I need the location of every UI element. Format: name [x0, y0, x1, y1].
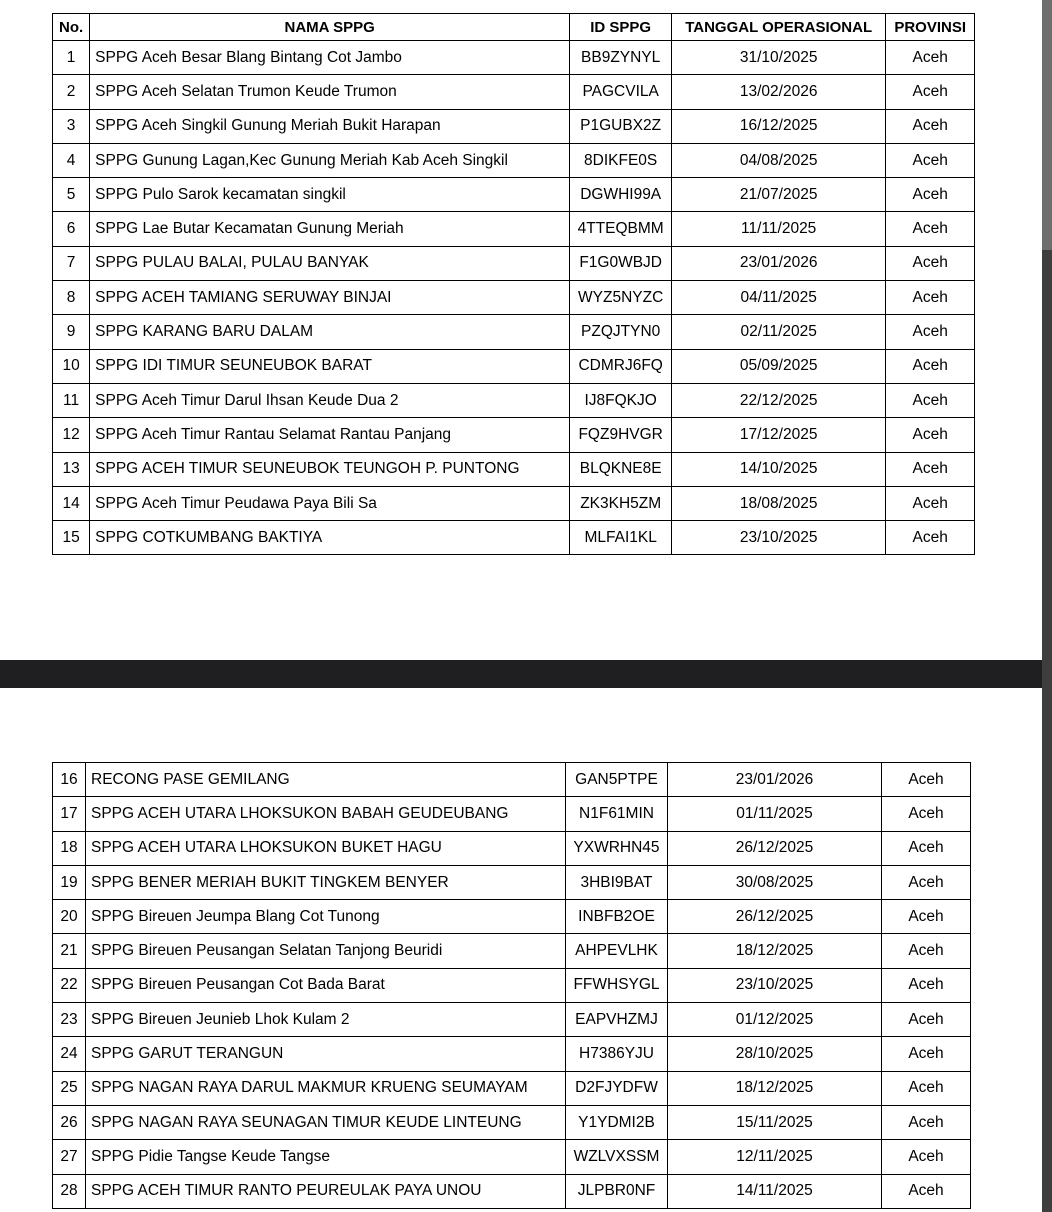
cell-tgl[interactable]: 02/11/2025	[672, 315, 886, 349]
cell-tgl[interactable]: 12/11/2025	[668, 1140, 882, 1174]
cell-tgl[interactable]: 01/11/2025	[668, 797, 882, 831]
cell-nama[interactable]: RECONG PASE GEMILANG	[86, 763, 566, 797]
cell-nama[interactable]: SPPG NAGAN RAYA DARUL MAKMUR KRUENG SEUMAYAM	[86, 1071, 566, 1105]
cell-nama[interactable]: SPPG GARUT TERANGUN	[86, 1037, 566, 1071]
cell-no[interactable]: 1	[53, 41, 90, 75]
cell-no[interactable]: 11	[53, 383, 90, 417]
cell-prov[interactable]: Aceh	[882, 831, 971, 865]
cell-id[interactable]: D2FJYDFW	[566, 1071, 668, 1105]
cell-id[interactable]: Y1YDMI2B	[566, 1105, 668, 1139]
cell-prov[interactable]: Aceh	[886, 452, 975, 486]
cell-tgl[interactable]: 16/12/2025	[672, 109, 886, 143]
cell-no[interactable]: 6	[53, 212, 90, 246]
table-row[interactable]	[53, 968, 971, 1002]
sppg-table-page-one[interactable]	[52, 13, 975, 555]
table-row[interactable]	[53, 349, 975, 383]
cell-prov[interactable]: Aceh	[886, 281, 975, 315]
cell-tgl[interactable]: 30/08/2025	[668, 865, 882, 899]
cell-nama[interactable]: SPPG Aceh Selatan Trumon Keude Trumon	[90, 75, 570, 109]
table-row[interactable]	[53, 934, 971, 968]
cell-id[interactable]: MLFAI1KL	[570, 521, 672, 555]
cell-nama[interactable]: SPPG Gunung Lagan,Kec Gunung Meriah Kab Aceh Singkil	[90, 143, 570, 177]
cell-nama[interactable]: SPPG COTKUMBANG BAKTIYA	[90, 521, 570, 555]
cell-nama[interactable]: SPPG Aceh Timur Peudawa Paya Bili Sa	[90, 486, 570, 520]
cell-nama[interactable]: SPPG Bireuen Peusangan Selatan Tanjong Beuridi	[86, 934, 566, 968]
sppg-table-page-two[interactable]	[52, 762, 971, 1209]
cell-tgl[interactable]: 18/12/2025	[668, 1071, 882, 1105]
cell-prov[interactable]: Aceh	[882, 1071, 971, 1105]
cell-tgl[interactable]: 17/12/2025	[672, 418, 886, 452]
cell-tgl[interactable]: 23/01/2026	[668, 763, 882, 797]
cell-id[interactable]: AHPEVLHK	[566, 934, 668, 968]
table-row[interactable]	[53, 1037, 971, 1071]
cell-prov[interactable]: Aceh	[882, 934, 971, 968]
cell-id[interactable]: ZK3KH5ZM	[570, 486, 672, 520]
cell-prov[interactable]: Aceh	[886, 383, 975, 417]
cell-tgl[interactable]: 23/10/2025	[672, 521, 886, 555]
cell-nama[interactable]: SPPG Aceh Besar Blang Bintang Cot Jambo	[90, 41, 570, 75]
cell-nama[interactable]: SPPG Bireuen Jeumpa Blang Cot Tunong	[86, 900, 566, 934]
cell-id[interactable]: JLPBR0NF	[566, 1174, 668, 1208]
cell-nama[interactable]: SPPG KARANG BARU DALAM	[90, 315, 570, 349]
cell-prov[interactable]: Aceh	[886, 75, 975, 109]
cell-prov[interactable]: Aceh	[886, 143, 975, 177]
cell-tgl[interactable]: 01/12/2025	[668, 1003, 882, 1037]
cell-id[interactable]: F1G0WBJD	[570, 246, 672, 280]
cell-id[interactable]: CDMRJ6FQ	[570, 349, 672, 383]
cell-nama[interactable]: SPPG Aceh Timur Rantau Selamat Rantau Panjang	[90, 418, 570, 452]
cell-tgl[interactable]: 26/12/2025	[668, 831, 882, 865]
cell-id[interactable]: FFWHSYGL	[566, 968, 668, 1002]
cell-nama[interactable]: SPPG ACEH UTARA LHOKSUKON BABAH GEUDEUBANG	[86, 797, 566, 831]
cell-nama[interactable]: SPPG Bireuen Jeunieb Lhok Kulam 2	[86, 1003, 566, 1037]
cell-prov[interactable]: Aceh	[886, 246, 975, 280]
cell-tgl[interactable]: 13/02/2026	[672, 75, 886, 109]
column-header-tgl[interactable]: TANGGAL OPERASIONAL	[672, 14, 886, 41]
cell-tgl[interactable]: 15/11/2025	[668, 1105, 882, 1139]
cell-id[interactable]: IJ8FQKJO	[570, 383, 672, 417]
table-row[interactable]	[53, 178, 975, 212]
table-row[interactable]	[53, 143, 975, 177]
table-row[interactable]	[53, 281, 975, 315]
cell-prov[interactable]: Aceh	[882, 763, 971, 797]
cell-no[interactable]: 21	[53, 934, 86, 968]
table-row[interactable]	[53, 109, 975, 143]
cell-no[interactable]: 19	[53, 865, 86, 899]
cell-nama[interactable]: SPPG Lae Butar Kecamatan Gunung Meriah	[90, 212, 570, 246]
cell-no[interactable]: 26	[53, 1105, 86, 1139]
cell-no[interactable]: 14	[53, 486, 90, 520]
table-row[interactable]	[53, 452, 975, 486]
cell-tgl[interactable]: 05/09/2025	[672, 349, 886, 383]
table-row[interactable]	[53, 383, 975, 417]
table-row[interactable]	[53, 1105, 971, 1139]
cell-no[interactable]: 25	[53, 1071, 86, 1105]
cell-prov[interactable]: Aceh	[886, 178, 975, 212]
cell-prov[interactable]: Aceh	[886, 418, 975, 452]
table-row[interactable]	[53, 900, 971, 934]
cell-id[interactable]: BLQKNE8E	[570, 452, 672, 486]
cell-no[interactable]: 22	[53, 968, 86, 1002]
cell-no[interactable]: 8	[53, 281, 90, 315]
cell-id[interactable]: 4TTEQBMM	[570, 212, 672, 246]
cell-no[interactable]: 24	[53, 1037, 86, 1071]
table-row[interactable]	[53, 41, 975, 75]
cell-id[interactable]: PZQJTYN0	[570, 315, 672, 349]
cell-id[interactable]: FQZ9HVGR	[570, 418, 672, 452]
cell-nama[interactable]: SPPG PULAU BALAI, PULAU BANYAK	[90, 246, 570, 280]
cell-tgl[interactable]: 11/11/2025	[672, 212, 886, 246]
cell-tgl[interactable]: 21/07/2025	[672, 178, 886, 212]
cell-prov[interactable]: Aceh	[882, 1003, 971, 1037]
cell-nama[interactable]: SPPG ACEH TIMUR SEUNEUBOK TEUNGOH P. PUNTONG	[90, 452, 570, 486]
cell-id[interactable]: P1GUBX2Z	[570, 109, 672, 143]
table-row[interactable]	[53, 1003, 971, 1037]
cell-no[interactable]: 16	[53, 763, 86, 797]
cell-id[interactable]: INBFB2OE	[566, 900, 668, 934]
cell-id[interactable]: YXWRHN45	[566, 831, 668, 865]
cell-id[interactable]: GAN5PTPE	[566, 763, 668, 797]
cell-id[interactable]: EAPVHZMJ	[566, 1003, 668, 1037]
cell-prov[interactable]: Aceh	[886, 521, 975, 555]
cell-id[interactable]: 8DIKFE0S	[570, 143, 672, 177]
cell-prov[interactable]: Aceh	[882, 1174, 971, 1208]
cell-id[interactable]: H7386YJU	[566, 1037, 668, 1071]
cell-nama[interactable]: SPPG Bireuen Peusangan Cot Bada Barat	[86, 968, 566, 1002]
cell-nama[interactable]: SPPG ACEH TAMIANG SERUWAY BINJAI	[90, 281, 570, 315]
table-row[interactable]	[53, 1174, 971, 1208]
cell-no[interactable]: 15	[53, 521, 90, 555]
cell-nama[interactable]: SPPG BENER MERIAH BUKIT TINGKEM BENYER	[86, 865, 566, 899]
cell-no[interactable]: 17	[53, 797, 86, 831]
cell-prov[interactable]: Aceh	[886, 212, 975, 246]
table-body-page-one	[53, 41, 975, 555]
column-header-nama[interactable]: NAMA SPPG	[90, 14, 570, 41]
cell-id[interactable]: 3HBI9BAT	[566, 865, 668, 899]
cell-tgl[interactable]: 23/10/2025	[668, 968, 882, 1002]
cell-nama[interactable]: SPPG Pulo Sarok kecamatan singkil	[90, 178, 570, 212]
table-row[interactable]	[53, 831, 971, 865]
cell-no[interactable]: 27	[53, 1140, 86, 1174]
cell-tgl[interactable]: 26/12/2025	[668, 900, 882, 934]
cell-id[interactable]: WYZ5NYZC	[570, 281, 672, 315]
column-header-prov[interactable]: PROVINSI	[886, 14, 975, 41]
cell-nama[interactable]: SPPG NAGAN RAYA SEUNAGAN TIMUR KEUDE LINTEUNG	[86, 1105, 566, 1139]
cell-prov[interactable]: Aceh	[886, 349, 975, 383]
cell-nama[interactable]: SPPG Aceh Timur Darul Ihsan Keude Dua 2	[90, 383, 570, 417]
table-header-row	[53, 14, 975, 41]
cell-no[interactable]: 9	[53, 315, 90, 349]
cell-tgl[interactable]: 14/10/2025	[672, 452, 886, 486]
cell-no[interactable]: 12	[53, 418, 90, 452]
cell-nama[interactable]: SPPG ACEH TIMUR RANTO PEUREULAK PAYA UNOU	[86, 1174, 566, 1208]
cell-prov[interactable]: Aceh	[886, 315, 975, 349]
table-row[interactable]	[53, 797, 971, 831]
table-header	[53, 14, 975, 41]
vertical-scrollbar-thumb[interactable]	[1042, 0, 1052, 250]
cell-no[interactable]: 4	[53, 143, 90, 177]
cell-tgl[interactable]: 04/08/2025	[672, 143, 886, 177]
table-row[interactable]	[53, 486, 975, 520]
cell-id[interactable]: WZLVXSSM	[566, 1140, 668, 1174]
table-row[interactable]	[53, 75, 975, 109]
cell-no[interactable]: 23	[53, 1003, 86, 1037]
cell-nama[interactable]: SPPG Aceh Singkil Gunung Meriah Bukit Harapan	[90, 109, 570, 143]
cell-id[interactable]: N1F61MIN	[566, 797, 668, 831]
cell-id[interactable]: BB9ZYNYL	[570, 41, 672, 75]
table-row[interactable]	[53, 212, 975, 246]
cell-prov[interactable]: Aceh	[882, 1105, 971, 1139]
cell-prov[interactable]: Aceh	[882, 900, 971, 934]
cell-no[interactable]: 13	[53, 452, 90, 486]
table-row[interactable]	[53, 763, 971, 797]
cell-nama[interactable]: SPPG Pidie Tangse Keude Tangse	[86, 1140, 566, 1174]
cell-no[interactable]: 20	[53, 900, 86, 934]
cell-prov[interactable]: Aceh	[886, 486, 975, 520]
cell-tgl[interactable]: 23/01/2026	[672, 246, 886, 280]
cell-tgl[interactable]: 22/12/2025	[672, 383, 886, 417]
column-header-no[interactable]: No.	[53, 14, 90, 41]
cell-no[interactable]: 2	[53, 75, 90, 109]
cell-no[interactable]: 5	[53, 178, 90, 212]
table-row[interactable]	[53, 315, 975, 349]
column-header-id[interactable]: ID SPPG	[570, 14, 672, 41]
table-row[interactable]	[53, 1071, 971, 1105]
table-row[interactable]	[53, 1140, 971, 1174]
document-page-two	[0, 688, 1042, 1212]
cell-no[interactable]: 7	[53, 246, 90, 280]
cell-id[interactable]: PAGCVILA	[570, 75, 672, 109]
cell-nama[interactable]: SPPG IDI TIMUR SEUNEUBOK BARAT	[90, 349, 570, 383]
cell-prov[interactable]: Aceh	[886, 41, 975, 75]
cell-tgl[interactable]: 31/10/2025	[672, 41, 886, 75]
cell-tgl[interactable]: 14/11/2025	[668, 1174, 882, 1208]
cell-nama[interactable]: SPPG ACEH UTARA LHOKSUKON BUKET HAGU	[86, 831, 566, 865]
vertical-scrollbar[interactable]	[1042, 0, 1052, 1212]
cell-prov[interactable]: Aceh	[882, 797, 971, 831]
cell-id[interactable]: DGWHI99A	[570, 178, 672, 212]
cell-prov[interactable]: Aceh	[886, 109, 975, 143]
cell-no[interactable]: 3	[53, 109, 90, 143]
table-row[interactable]	[53, 418, 975, 452]
table-row[interactable]	[53, 246, 975, 280]
cell-tgl[interactable]: 04/11/2025	[672, 281, 886, 315]
cell-prov[interactable]: Aceh	[882, 865, 971, 899]
table-body-page-two	[53, 763, 971, 1209]
cell-no[interactable]: 10	[53, 349, 90, 383]
cell-no[interactable]: 28	[53, 1174, 86, 1208]
cell-tgl[interactable]: 18/08/2025	[672, 486, 886, 520]
cell-prov[interactable]: Aceh	[882, 968, 971, 1002]
cell-tgl[interactable]: 18/12/2025	[668, 934, 882, 968]
page-separator-band	[0, 660, 1042, 688]
cell-prov[interactable]: Aceh	[882, 1140, 971, 1174]
table-row[interactable]	[53, 521, 975, 555]
cell-tgl[interactable]: 28/10/2025	[668, 1037, 882, 1071]
table-row[interactable]	[53, 865, 971, 899]
cell-no[interactable]: 18	[53, 831, 86, 865]
cell-prov[interactable]: Aceh	[882, 1037, 971, 1071]
